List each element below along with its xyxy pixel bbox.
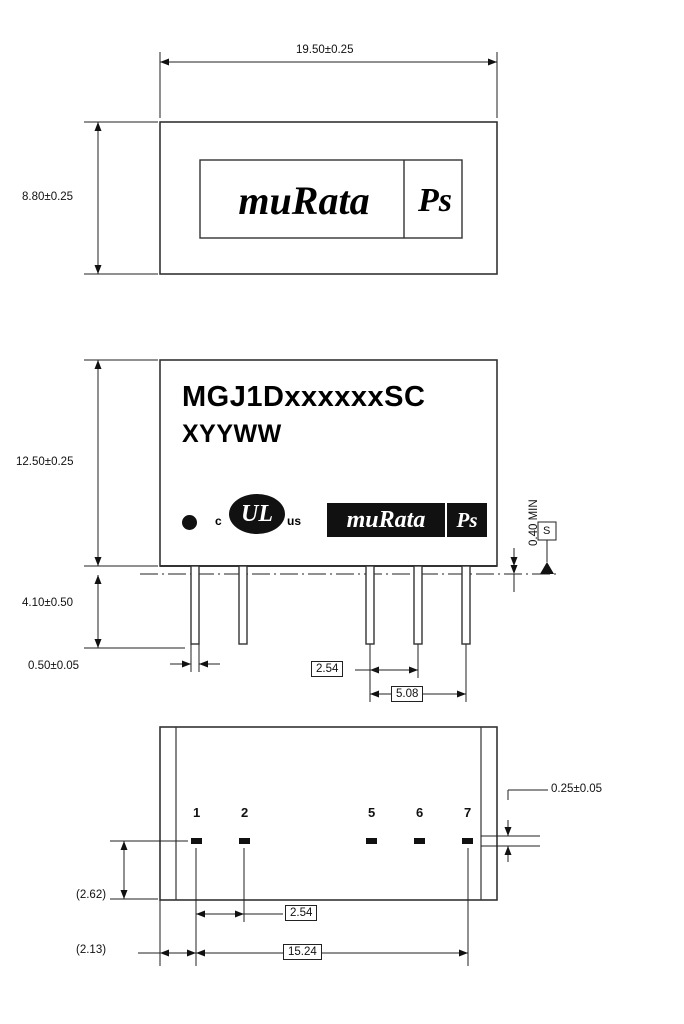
side-view-pin-pitch-dimension: 2.54 (311, 661, 343, 677)
pin1-polarity-dot (182, 515, 197, 530)
side-view-body-height-dimension: 12.50±0.25 (16, 456, 74, 468)
pin-number-5: 5 (368, 805, 376, 820)
murata-ps-badge-side: Ps (456, 508, 478, 532)
pin-number-7: 7 (464, 805, 472, 820)
murata-ps-badge-side-plate (447, 503, 487, 537)
edge-offset-dimension: (2.62) (76, 889, 107, 901)
murata-ps-badge-top: Ps (418, 182, 452, 219)
pin-number-6: 6 (416, 805, 424, 820)
pin-number-2: 2 (241, 805, 249, 820)
part-number-marking: MGJ1DxxxxxxSC (182, 381, 426, 413)
pad-thickness-dimension: 0.25±0.05 (551, 783, 603, 795)
date-code-marking: XYYWW (182, 420, 282, 448)
pin1-offset-dimension: (2.13) (76, 944, 107, 956)
standoff-dimension: 0.40 MIN (528, 499, 540, 546)
top-view-width-dimension: 19.50±0.25 (296, 44, 354, 56)
pad-pitch-dimension: 2.54 (285, 905, 317, 921)
top-view-height-dimension: 8.80±0.25 (22, 191, 74, 203)
side-view-pin-length-dimension: 4.10±0.50 (22, 597, 74, 609)
murata-logo-side-plate (327, 503, 445, 537)
pin-number-1: 1 (193, 805, 201, 820)
seating-plane-label: S (543, 525, 551, 537)
murata-logo-side: muRata (346, 507, 426, 533)
ul-mark-us-letters: us (287, 514, 302, 528)
ul-mark-c-letter: c (215, 514, 222, 528)
ul-mark-logo: UL (229, 494, 285, 534)
murata-logo-top: muRata (238, 178, 370, 223)
side-view-pin-width-dimension: 0.50±0.05 (28, 660, 80, 672)
side-view-pin-span-dimension: 5.08 (391, 686, 423, 702)
pad-span-dimension: 15.24 (283, 944, 322, 960)
ul-recognition-mark (215, 492, 311, 536)
